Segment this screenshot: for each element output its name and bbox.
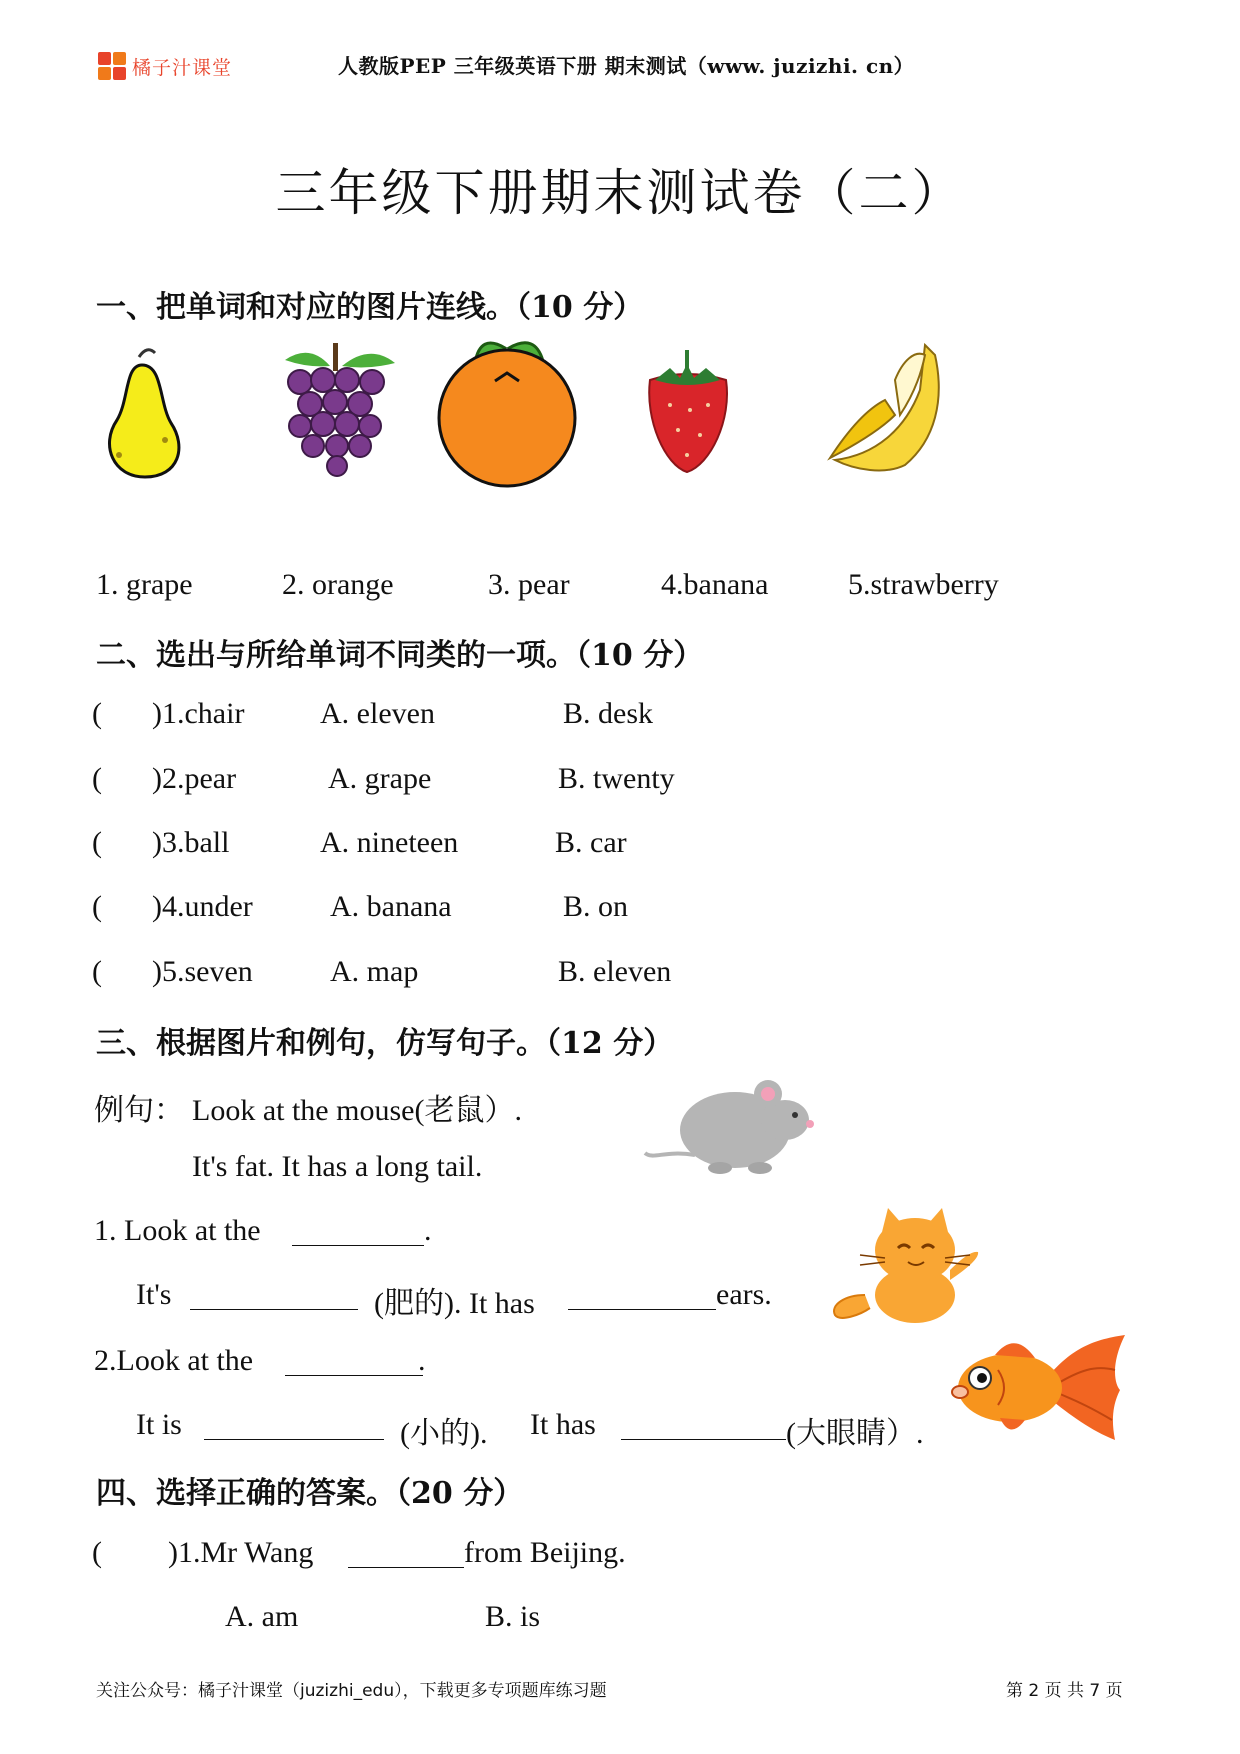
answer-paren: ( [92, 762, 102, 795]
option-a: A. am [225, 1600, 299, 1633]
option-b: B. car [555, 826, 627, 859]
header-title: 人教版PEP 三年级英语下册 期末测试（www. juzizhi. cn） [338, 54, 915, 78]
question-item: )4.under [152, 890, 253, 923]
option-a: A. grape [328, 762, 432, 795]
section2-heading: 二、选出与所给单词不同类的一项。（10 分） [96, 638, 704, 673]
option-b: B. on [563, 890, 629, 923]
option-a: A. nineteen [320, 826, 459, 859]
answer-blank[interactable] [292, 1219, 424, 1251]
section4-heading: 四、选择正确的答案。（20 分） [96, 1476, 524, 1511]
orange-icon [435, 333, 580, 478]
question-text: 2.Look at the [94, 1344, 254, 1377]
page-title: 三年级下册期末测试卷（二） [275, 164, 965, 222]
logo-icon [98, 52, 126, 80]
cat-icon [830, 1210, 990, 1325]
question-text: . [418, 1344, 426, 1377]
mouse-icon [645, 1080, 820, 1180]
footer-note: 关注公众号：橘子汁课堂（juzizhi_edu），下载更多专项题库练习题 [96, 1681, 607, 1701]
section1-heading: 一、把单词和对应的图片连线。（10 分） [96, 290, 644, 325]
option-b: B. desk [563, 697, 653, 730]
answer-paren: ( [92, 890, 102, 923]
option-a: A. banana [330, 890, 452, 923]
grape-icon [280, 338, 400, 478]
example-sentence: Look at the mouse(老鼠）. [192, 1094, 522, 1127]
question-text: It's [136, 1278, 172, 1311]
page-number: 第 2 页 共 7 页 [1006, 1681, 1123, 1701]
answer-paren: ( [92, 826, 102, 859]
question-text: . [424, 1214, 432, 1247]
question-text: It is [136, 1408, 182, 1441]
section3-heading: 三、根据图片和例句，仿写句子。（12 分） [96, 1026, 674, 1061]
logo-text: 橘子汁课堂 [132, 56, 233, 79]
question-item: )5.seven [152, 955, 253, 988]
answer-blank[interactable] [621, 1413, 786, 1445]
brand-logo [98, 50, 232, 82]
word-item: 5.strawberry [848, 568, 999, 601]
answer-blank[interactable] [190, 1283, 358, 1315]
strawberry-icon [640, 350, 735, 475]
question-text: from Beijing. [464, 1536, 626, 1569]
option-a: A. eleven [320, 697, 435, 730]
pear-icon [95, 345, 190, 480]
question-item: )1.chair [152, 697, 245, 730]
answer-blank[interactable] [348, 1541, 464, 1573]
question-item: )2.pear [152, 762, 237, 795]
option-a: A. map [330, 955, 419, 988]
question-text: )1.Mr Wang [168, 1536, 314, 1569]
word-item: 4.banana [661, 568, 769, 601]
answer-paren: ( [92, 697, 102, 730]
goldfish-icon [950, 1330, 1130, 1445]
answer-blank[interactable] [285, 1349, 423, 1381]
question-text: 1. Look at the [94, 1214, 261, 1247]
answer-paren: ( [92, 955, 102, 988]
option-b: B. twenty [558, 762, 675, 795]
word-item: 3. pear [488, 568, 570, 601]
option-b: B. eleven [558, 955, 672, 988]
example-label: 例句： [94, 1094, 184, 1127]
banana-icon [825, 340, 955, 475]
answer-paren: ( [92, 1536, 102, 1569]
question-text: (大眼睛）. [786, 1417, 924, 1450]
question-text: It has [530, 1408, 596, 1441]
question-text: (肥的). It has [374, 1287, 535, 1320]
word-item: 2. orange [282, 568, 394, 601]
question-text: ears. [716, 1278, 772, 1311]
option-b: B. is [485, 1600, 541, 1633]
answer-blank[interactable] [204, 1413, 384, 1445]
answer-blank[interactable] [568, 1283, 716, 1315]
word-item: 1. grape [96, 568, 193, 601]
question-text: (小的). [400, 1417, 488, 1450]
question-item: )3.ball [152, 826, 230, 859]
example-sentence: It's fat. It has a long tail. [192, 1150, 483, 1183]
